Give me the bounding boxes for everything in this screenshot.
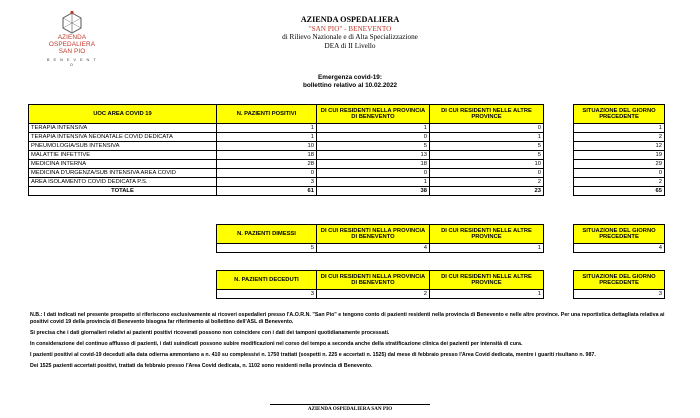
note-paragraph: N.B.: I dati indicati nel presente prospetto si riferiscono esclusivamente ai ricoveri ospedalieri presso l'A.O.R.N. "San Pio" e tengono conto di pazienti residenti nella provincia di Benevento e nelle altre province. Per una reportistica dettagliata relativa ai positivi covid 19 della provincia di Benevento bisogna far riferimento al bollettino dell'ASL di Benevento. xyxy=(30,312,665,325)
column-header: DI CUI RESIDENTI NELLE ALTRE PROVINCE xyxy=(430,225,544,244)
spacer xyxy=(544,178,574,187)
column-header: N. PAZIENTI DECEDUTI xyxy=(217,271,317,290)
report-title xyxy=(230,74,470,90)
total-precedente: 65 xyxy=(574,187,665,196)
header-line: di Rilievo Nazionale e di Alta Specializzazione xyxy=(282,33,418,42)
cell-benevento: 5 xyxy=(317,142,430,151)
cell-positivi: 1 xyxy=(217,124,317,133)
row-label: PNEUMOLOGIA/SUB INTENSIVA xyxy=(29,142,217,151)
table-row xyxy=(29,178,665,187)
cell-dimessi: 5 xyxy=(217,244,317,253)
cell-positivi: 1 xyxy=(217,133,317,142)
logo-subtext: B E N E V E N T O xyxy=(46,57,98,67)
column-header: DI CUI RESIDENTI NELLA PROVINCIA DI BENEVENTO xyxy=(317,271,430,290)
spacer xyxy=(544,151,574,160)
note-paragraph: I pazienti positivi al covid-19 deceduti alla data odierna ammontano a n. 410 su complessivi n. 1750 trattati (sospetti n. 225 e accertati n. 1525) dal mese di febbraio presso l'Area Covid dedicata, mentre i guariti risultano n. 987. xyxy=(30,351,596,358)
spacer xyxy=(544,142,574,151)
note-paragraph: In considerazione del continuo afflusso di pazienti, i dati suindicati possono subire modificazioni nel corso del tempo a seconda anche della stratificazione clinica dei pazienti per intensità di cura. xyxy=(30,340,523,347)
cell-precedente: 0 xyxy=(574,169,665,178)
cell-altre: 1 xyxy=(430,244,544,253)
cell-precedente: 2 xyxy=(574,133,665,142)
cell-precedente: 29 xyxy=(574,160,665,169)
table-row xyxy=(217,244,665,253)
column-header: DI CUI RESIDENTI NELLA PROVINCIA DI BENEVENTO xyxy=(317,225,430,244)
page-footer: AZIENDA OSPEDALIERA SAN PIO xyxy=(307,406,393,412)
cell-benevento: 0 xyxy=(317,133,430,142)
spacer xyxy=(544,290,574,299)
spacer xyxy=(544,124,574,133)
header-line: DEA di II Livello xyxy=(324,41,376,50)
table-header-row xyxy=(217,271,665,290)
spacer xyxy=(544,244,574,253)
logo-text xyxy=(44,34,100,55)
total-positivi: 61 xyxy=(217,187,317,196)
row-label: TERAPIA INTENSIVA NEONATALE COVID DEDICATA xyxy=(29,133,217,142)
logo-line: SAN PIO xyxy=(58,48,86,55)
cell-precedente: 3 xyxy=(574,290,665,299)
notes-section xyxy=(30,312,670,374)
column-header: SITUAZIONE DEL GIORNO PRECEDENTE xyxy=(574,105,665,124)
column-header: DI CUI RESIDENTI NELLE ALTRE PROVINCE xyxy=(430,105,544,124)
cell-altre: 5 xyxy=(430,151,544,160)
column-header: UOC AREA COVID 19 xyxy=(29,105,217,124)
discharged-table xyxy=(216,224,665,253)
cell-benevento: 1 xyxy=(317,124,430,133)
cell-precedente: 4 xyxy=(574,244,665,253)
cell-precedente: 12 xyxy=(574,142,665,151)
cell-benevento: 4 xyxy=(317,244,430,253)
table-row xyxy=(29,151,665,160)
cell-positivi: 0 xyxy=(217,169,317,178)
deceased-table xyxy=(216,270,665,299)
spacer xyxy=(544,187,574,196)
covid-patients-table xyxy=(28,104,665,196)
total-benevento: 38 xyxy=(317,187,430,196)
row-label: MEDICINA D'URGENZA/SUB INTENSIVA AREA COVID xyxy=(29,169,217,178)
logo-emblem-icon xyxy=(59,10,85,34)
row-label: AREA ISOLAMENTO COVID DEDICATA P.S. xyxy=(29,178,217,187)
column-header: SITUAZIONE DEL GIORNO PRECEDENTE xyxy=(574,271,665,290)
cell-positivi: 28 xyxy=(217,160,317,169)
column-header: SITUAZIONE DEL GIORNO PRECEDENTE xyxy=(574,225,665,244)
row-label: TERAPIA INTENSIVA xyxy=(29,124,217,133)
cell-positivi: 3 xyxy=(217,178,317,187)
report-title-line: Emergenza covid-19: xyxy=(318,74,382,81)
cell-altre: 0 xyxy=(430,169,544,178)
cell-benevento: 18 xyxy=(317,160,430,169)
cell-altre: 0 xyxy=(430,124,544,133)
row-label: MALATTIE INFETTIVE xyxy=(29,151,217,160)
table-row xyxy=(29,160,665,169)
column-header: N. PAZIENTI DIMESSI xyxy=(217,225,317,244)
cell-benevento: 0 xyxy=(317,169,430,178)
spacer xyxy=(544,271,574,290)
spacer xyxy=(544,160,574,169)
footer-divider xyxy=(270,404,430,405)
column-header: DI CUI RESIDENTI NELLE ALTRE PROVINCE xyxy=(430,271,544,290)
column-header: DI CUI RESIDENTI NELLA PROVINCIA DI BENEVENTO xyxy=(317,105,430,124)
cell-positivi: 10 xyxy=(217,142,317,151)
cell-deceduti: 3 xyxy=(217,290,317,299)
total-row xyxy=(29,187,665,196)
table-header-row xyxy=(29,105,665,124)
row-label: MEDICINA INTERNA xyxy=(29,160,217,169)
header-title: AZIENDA OSPEDALIERA xyxy=(300,15,400,24)
note-paragraph: Dei 1525 pazienti accertati positivi, trattati da febbraio presso l'Area Covid dedicata, n. 1102 sono residenti nella provincia di Benevento. xyxy=(30,362,373,369)
report-date: bollettino relativo al 10.02.2022 xyxy=(302,82,398,89)
document-header xyxy=(170,16,530,50)
total-altre: 23 xyxy=(430,187,544,196)
note-paragraph: Si precisa che i dati giornalieri relativi ai pazienti positivi ricoverati possono non coincidere con i dati dei tamponi quotidianamente processati. xyxy=(30,329,390,336)
cell-benevento: 2 xyxy=(317,290,430,299)
table-header-row xyxy=(217,225,665,244)
cell-altre: 10 xyxy=(430,160,544,169)
table-row xyxy=(29,142,665,151)
logo-line: OSPEDALIERA xyxy=(48,41,96,48)
cell-precedente: 1 xyxy=(574,124,665,133)
column-header: N. PAZIENTI POSITIVI xyxy=(217,105,317,124)
cell-benevento: 13 xyxy=(317,151,430,160)
total-label: TOTALE xyxy=(29,187,217,196)
cell-benevento: 1 xyxy=(317,178,430,187)
spacer xyxy=(544,225,574,244)
table-row xyxy=(217,290,665,299)
cell-positivi: 18 xyxy=(217,151,317,160)
hospital-logo xyxy=(44,10,100,78)
cell-altre: 1 xyxy=(430,133,544,142)
table-row xyxy=(29,133,665,142)
cell-precedente: 2 xyxy=(574,178,665,187)
spacer xyxy=(544,133,574,142)
logo-line: AZIENDA xyxy=(57,34,87,41)
cell-altre: 1 xyxy=(430,290,544,299)
cell-altre: 2 xyxy=(430,178,544,187)
cell-precedente: 19 xyxy=(574,151,665,160)
table-row xyxy=(29,124,665,133)
header-subtitle: "SAN PIO" - BENEVENTO xyxy=(308,24,392,33)
spacer xyxy=(544,105,574,124)
cell-altre: 5 xyxy=(430,142,544,151)
spacer xyxy=(544,169,574,178)
table-row xyxy=(29,169,665,178)
